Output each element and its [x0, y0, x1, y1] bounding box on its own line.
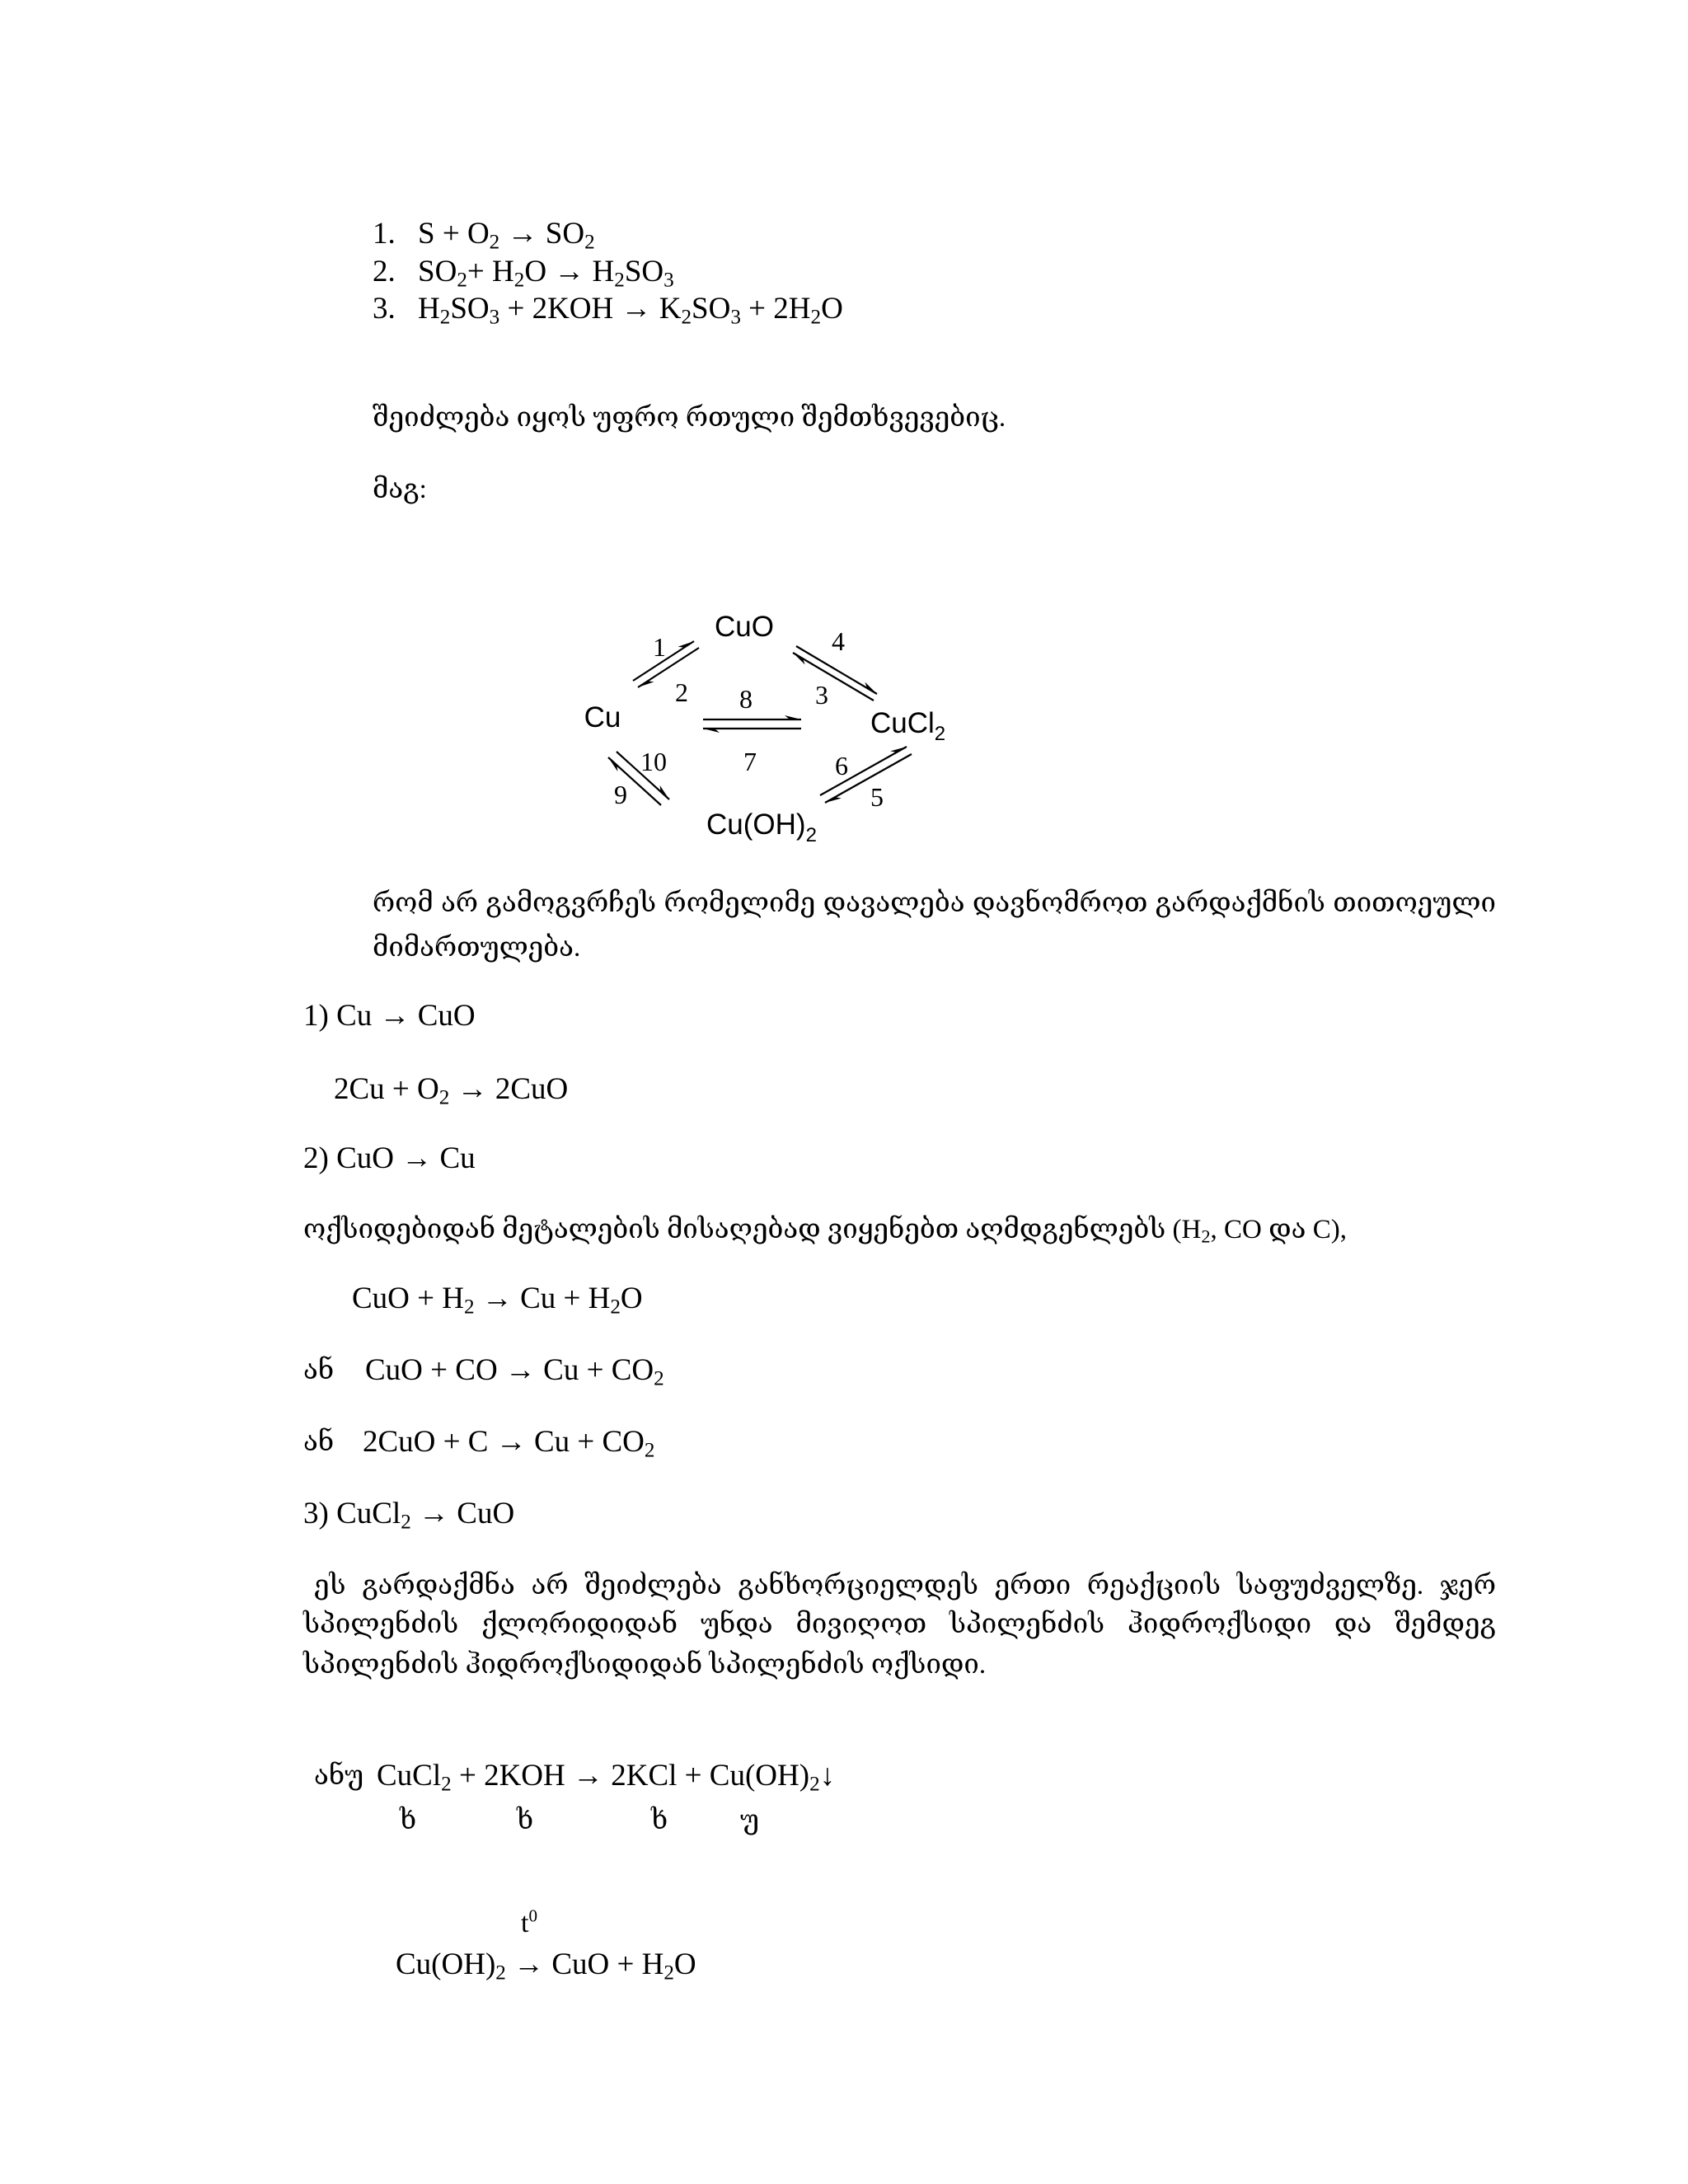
node-cuoh2 [706, 808, 817, 846]
arrow-label-6: 6 [835, 751, 848, 780]
reaction-3-equation [418, 291, 843, 327]
text-part: ოქსიდებიდან მეტალების მისაღებად ვიყენებთ აღმდგენლებს (H [303, 1215, 1202, 1244]
reaction-3-number: 3. [373, 292, 396, 326]
step-2-title: 2) CuO → Cu [303, 1141, 476, 1175]
formula-part: O → H [524, 255, 615, 288]
reaction-1-equation [418, 216, 595, 252]
formula-part: Cu(OH) [396, 1947, 496, 1981]
formula-part: 3) CuCl [303, 1497, 401, 1530]
subscript: 2 [663, 1961, 674, 1985]
formula-part: O [673, 1947, 696, 1981]
formula-part: S + O [418, 217, 490, 251]
text-part: , CO და C), [1210, 1215, 1347, 1244]
intro-text: შეიძლება იყოს უფრო რთული შემთხვევებიც. [373, 403, 1006, 433]
solubility-mark-3: ხ [651, 1806, 668, 1835]
arrow-label-8: 8 [739, 684, 753, 714]
subscript: 2 [489, 231, 500, 254]
heat-t: t [521, 1908, 529, 1938]
solubility-mark-1: ხ [400, 1806, 417, 1835]
arrow-2 [638, 648, 699, 687]
reaction-2-equation [418, 254, 674, 290]
formula-part: → SO [499, 217, 585, 251]
formula-part: CuCl [377, 1759, 442, 1793]
numbering-note-line-2: მიმართულება. [373, 933, 581, 963]
subscript: 2 [644, 1439, 655, 1462]
formula-part: SO [418, 255, 457, 288]
subscript: 2 [681, 306, 692, 329]
subscript: 3 [730, 306, 741, 329]
step-2-text [303, 1212, 1347, 1248]
subscript: 2 [513, 269, 525, 292]
subscript: 2 [614, 269, 625, 292]
formula-part: → 2CuO [449, 1072, 569, 1106]
step-1-equation [334, 1071, 568, 1108]
formula-part: CuO + H [352, 1282, 464, 1315]
or-label-1: ან [303, 1356, 335, 1385]
formula-part: SO [692, 292, 731, 326]
formula-part: → CuO [410, 1497, 515, 1530]
step-3-text-line-2: სპილენძის ქლორიდიდან უნდა მივიღოთ სპილენძის ჰიდროქსიდი და შემდეგ [303, 1610, 1496, 1639]
numbering-note-line-1: რომ არ გამოგვრჩეს რომელიმე დავალება დავნომროთ გარდაქმნის თითოეული [373, 888, 1496, 918]
heat-label [521, 1905, 537, 1942]
solubility-mark-4: უ [740, 1806, 760, 1835]
node-cuo: CuO [715, 611, 774, 643]
formula-part: SO [624, 255, 664, 288]
subscript: 2 [438, 1086, 450, 1109]
step-2-equation-2 [365, 1352, 664, 1389]
arrow-label-3: 3 [815, 680, 828, 710]
solubility-mark-2: ხ [517, 1806, 534, 1835]
formula-part: + 2KOH → K [499, 292, 682, 326]
step-3-equation-2 [396, 1947, 696, 1983]
node-cuoh2-base: Cu(OH) [706, 808, 806, 841]
node-cucl2-base: CuCl [870, 707, 935, 739]
arrow-label-5: 5 [870, 782, 884, 812]
subscript: 2 [810, 306, 822, 329]
example-label: მაგ: [373, 475, 427, 504]
formula-part: + 2H [740, 292, 811, 326]
arrow-3 [793, 653, 874, 701]
arrow-6 [820, 747, 907, 795]
subscript: 2 [654, 1367, 664, 1390]
step-1-title: 1) Cu → CuO [303, 999, 476, 1033]
formula-part: O [821, 292, 843, 326]
node-cucl2 [870, 707, 945, 745]
formula-part: + 2KOH → 2KCl + Cu(OH) [451, 1759, 810, 1793]
formula-part: SO [450, 292, 490, 326]
copper-transformation-diagram [560, 593, 989, 857]
arrow-label-2: 2 [675, 677, 688, 707]
node-cuoh2-subscript: 2 [805, 824, 817, 846]
formula-part: H [418, 292, 440, 326]
subscript: 2 [439, 306, 451, 329]
node-cucl2-subscript: 2 [934, 723, 946, 745]
subscript: 2 [495, 1961, 506, 1985]
formula-part: + H [467, 255, 514, 288]
formula-part: O [620, 1282, 643, 1315]
superscript: 0 [528, 1905, 537, 1926]
arrow-label-10: 10 [640, 747, 667, 776]
arrow-label-9: 9 [614, 780, 627, 809]
subscript: 3 [489, 306, 500, 329]
subscript: 2 [401, 1511, 411, 1534]
subscript: 2 [441, 1773, 452, 1796]
step-3-text-line-1: ეს გარდაქმნა არ შეიძლება განხორციელდეს ერთი რეაქციის საფუძველზე. ჯერ [314, 1571, 1496, 1601]
subscript: 3 [663, 269, 674, 292]
node-cu: Cu [584, 701, 621, 733]
step-3-title [303, 1496, 514, 1532]
formula-part: 2Cu + O [334, 1072, 439, 1106]
subscript: 2 [610, 1296, 621, 1319]
step-2-equation-3 [363, 1424, 654, 1460]
formula-part: CuO + CO → Cu + CO [365, 1353, 654, 1387]
that-is-label: ანუ [314, 1761, 364, 1791]
formula-part: → Cu + H [474, 1282, 611, 1315]
reaction-1-number: 1. [373, 217, 396, 251]
formula-part: → CuO + H [505, 1947, 664, 1981]
precipitate-arrow: ↓ [819, 1759, 836, 1793]
reaction-2-number: 2. [373, 255, 396, 288]
subscript: 2 [809, 1773, 820, 1796]
arrow-label-4: 4 [832, 626, 845, 656]
subscript: 2 [1201, 1226, 1211, 1247]
or-label-2: ან [303, 1427, 335, 1457]
step-3-text-line-3: სპილენძის ჰიდროქსიდიდან სპილენძის ოქსიდი. [303, 1650, 987, 1680]
formula-part: 2CuO + C → Cu + CO [363, 1425, 645, 1459]
subscript: 2 [464, 1296, 475, 1319]
arrow-label-7: 7 [743, 747, 757, 776]
step-2-equation-1 [352, 1281, 643, 1317]
step-3-equation-1 [377, 1758, 835, 1794]
arrow-label-1: 1 [653, 632, 666, 662]
subscript: 2 [457, 269, 467, 292]
subscript: 2 [584, 231, 595, 254]
